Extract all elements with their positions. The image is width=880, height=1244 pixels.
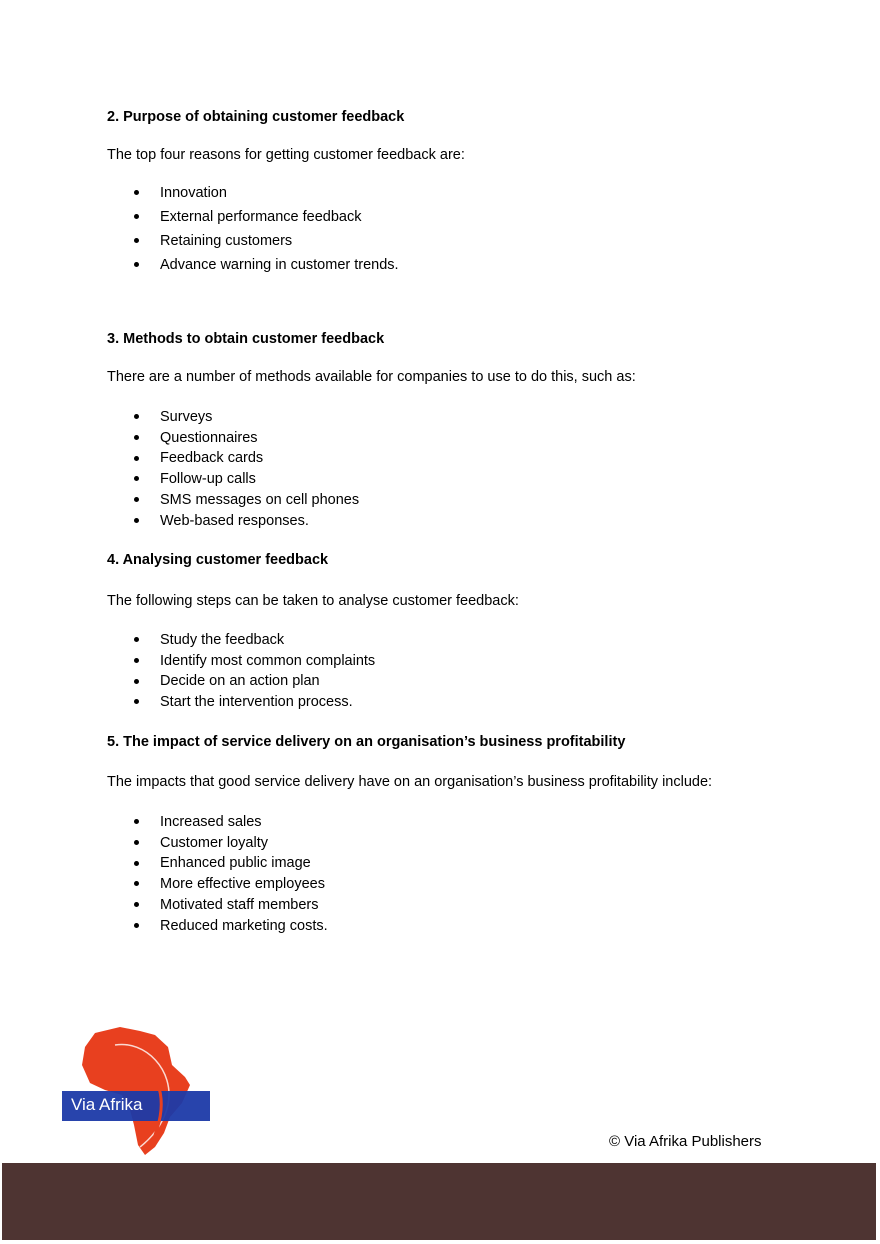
list-item: Follow-up calls [134, 469, 359, 490]
section-methods [107, 330, 807, 529]
list-item: Identify most common complaints [134, 651, 375, 672]
copyright-text: © Via Afrika Publishers [609, 1133, 762, 1150]
list-item: Questionnaires [134, 428, 359, 449]
list-item: External performance feedback [134, 205, 399, 229]
list-item: Customer loyalty [134, 833, 328, 854]
via-afrika-logo [60, 1025, 212, 1157]
list-item: Motivated staff members [134, 895, 328, 916]
section-intro: The top four reasons for getting customer feedback are: [107, 147, 465, 163]
section-heading: 5. The impact of service delivery on an organisation’s business profitability [107, 734, 626, 750]
list-item: Innovation [134, 181, 399, 205]
list-item: Web-based responses. [134, 511, 359, 532]
section-heading: 2. Purpose of obtaining customer feedback [107, 109, 405, 125]
section-purpose [107, 108, 807, 273]
bullet-list [134, 630, 375, 713]
list-item: Retaining customers [134, 229, 399, 253]
bullet-list [134, 181, 399, 277]
section-intro: The impacts that good service delivery have on an organisation’s business profitability include: [107, 774, 713, 790]
bullet-list [134, 812, 328, 936]
list-item: Study the feedback [134, 630, 375, 651]
list-item: Reduced marketing costs. [134, 916, 328, 937]
list-item: Surveys [134, 407, 359, 428]
list-item: Advance warning in customer trends. [134, 253, 399, 277]
list-item: SMS messages on cell phones [134, 490, 359, 511]
section-intro: There are a number of methods available for companies to use to do this, such as: [107, 369, 636, 385]
section-heading: 3. Methods to obtain customer feedback [107, 331, 385, 347]
section-heading: 4. Analysing customer feedback [107, 552, 329, 568]
section-analysing [107, 551, 807, 711]
section-impact [107, 733, 807, 934]
list-item: Increased sales [134, 812, 328, 833]
list-item: More effective employees [134, 874, 328, 895]
logo-text: Via Afrika [71, 1095, 143, 1114]
africa-map-icon [60, 1025, 212, 1157]
list-item: Enhanced public image [134, 853, 328, 874]
bullet-list [134, 407, 359, 531]
list-item: Start the intervention process. [134, 692, 375, 713]
list-item: Decide on an action plan [134, 671, 375, 692]
section-intro: The following steps can be taken to analyse customer feedback: [107, 593, 519, 609]
list-item: Feedback cards [134, 448, 359, 469]
footer-bar [2, 1163, 876, 1240]
